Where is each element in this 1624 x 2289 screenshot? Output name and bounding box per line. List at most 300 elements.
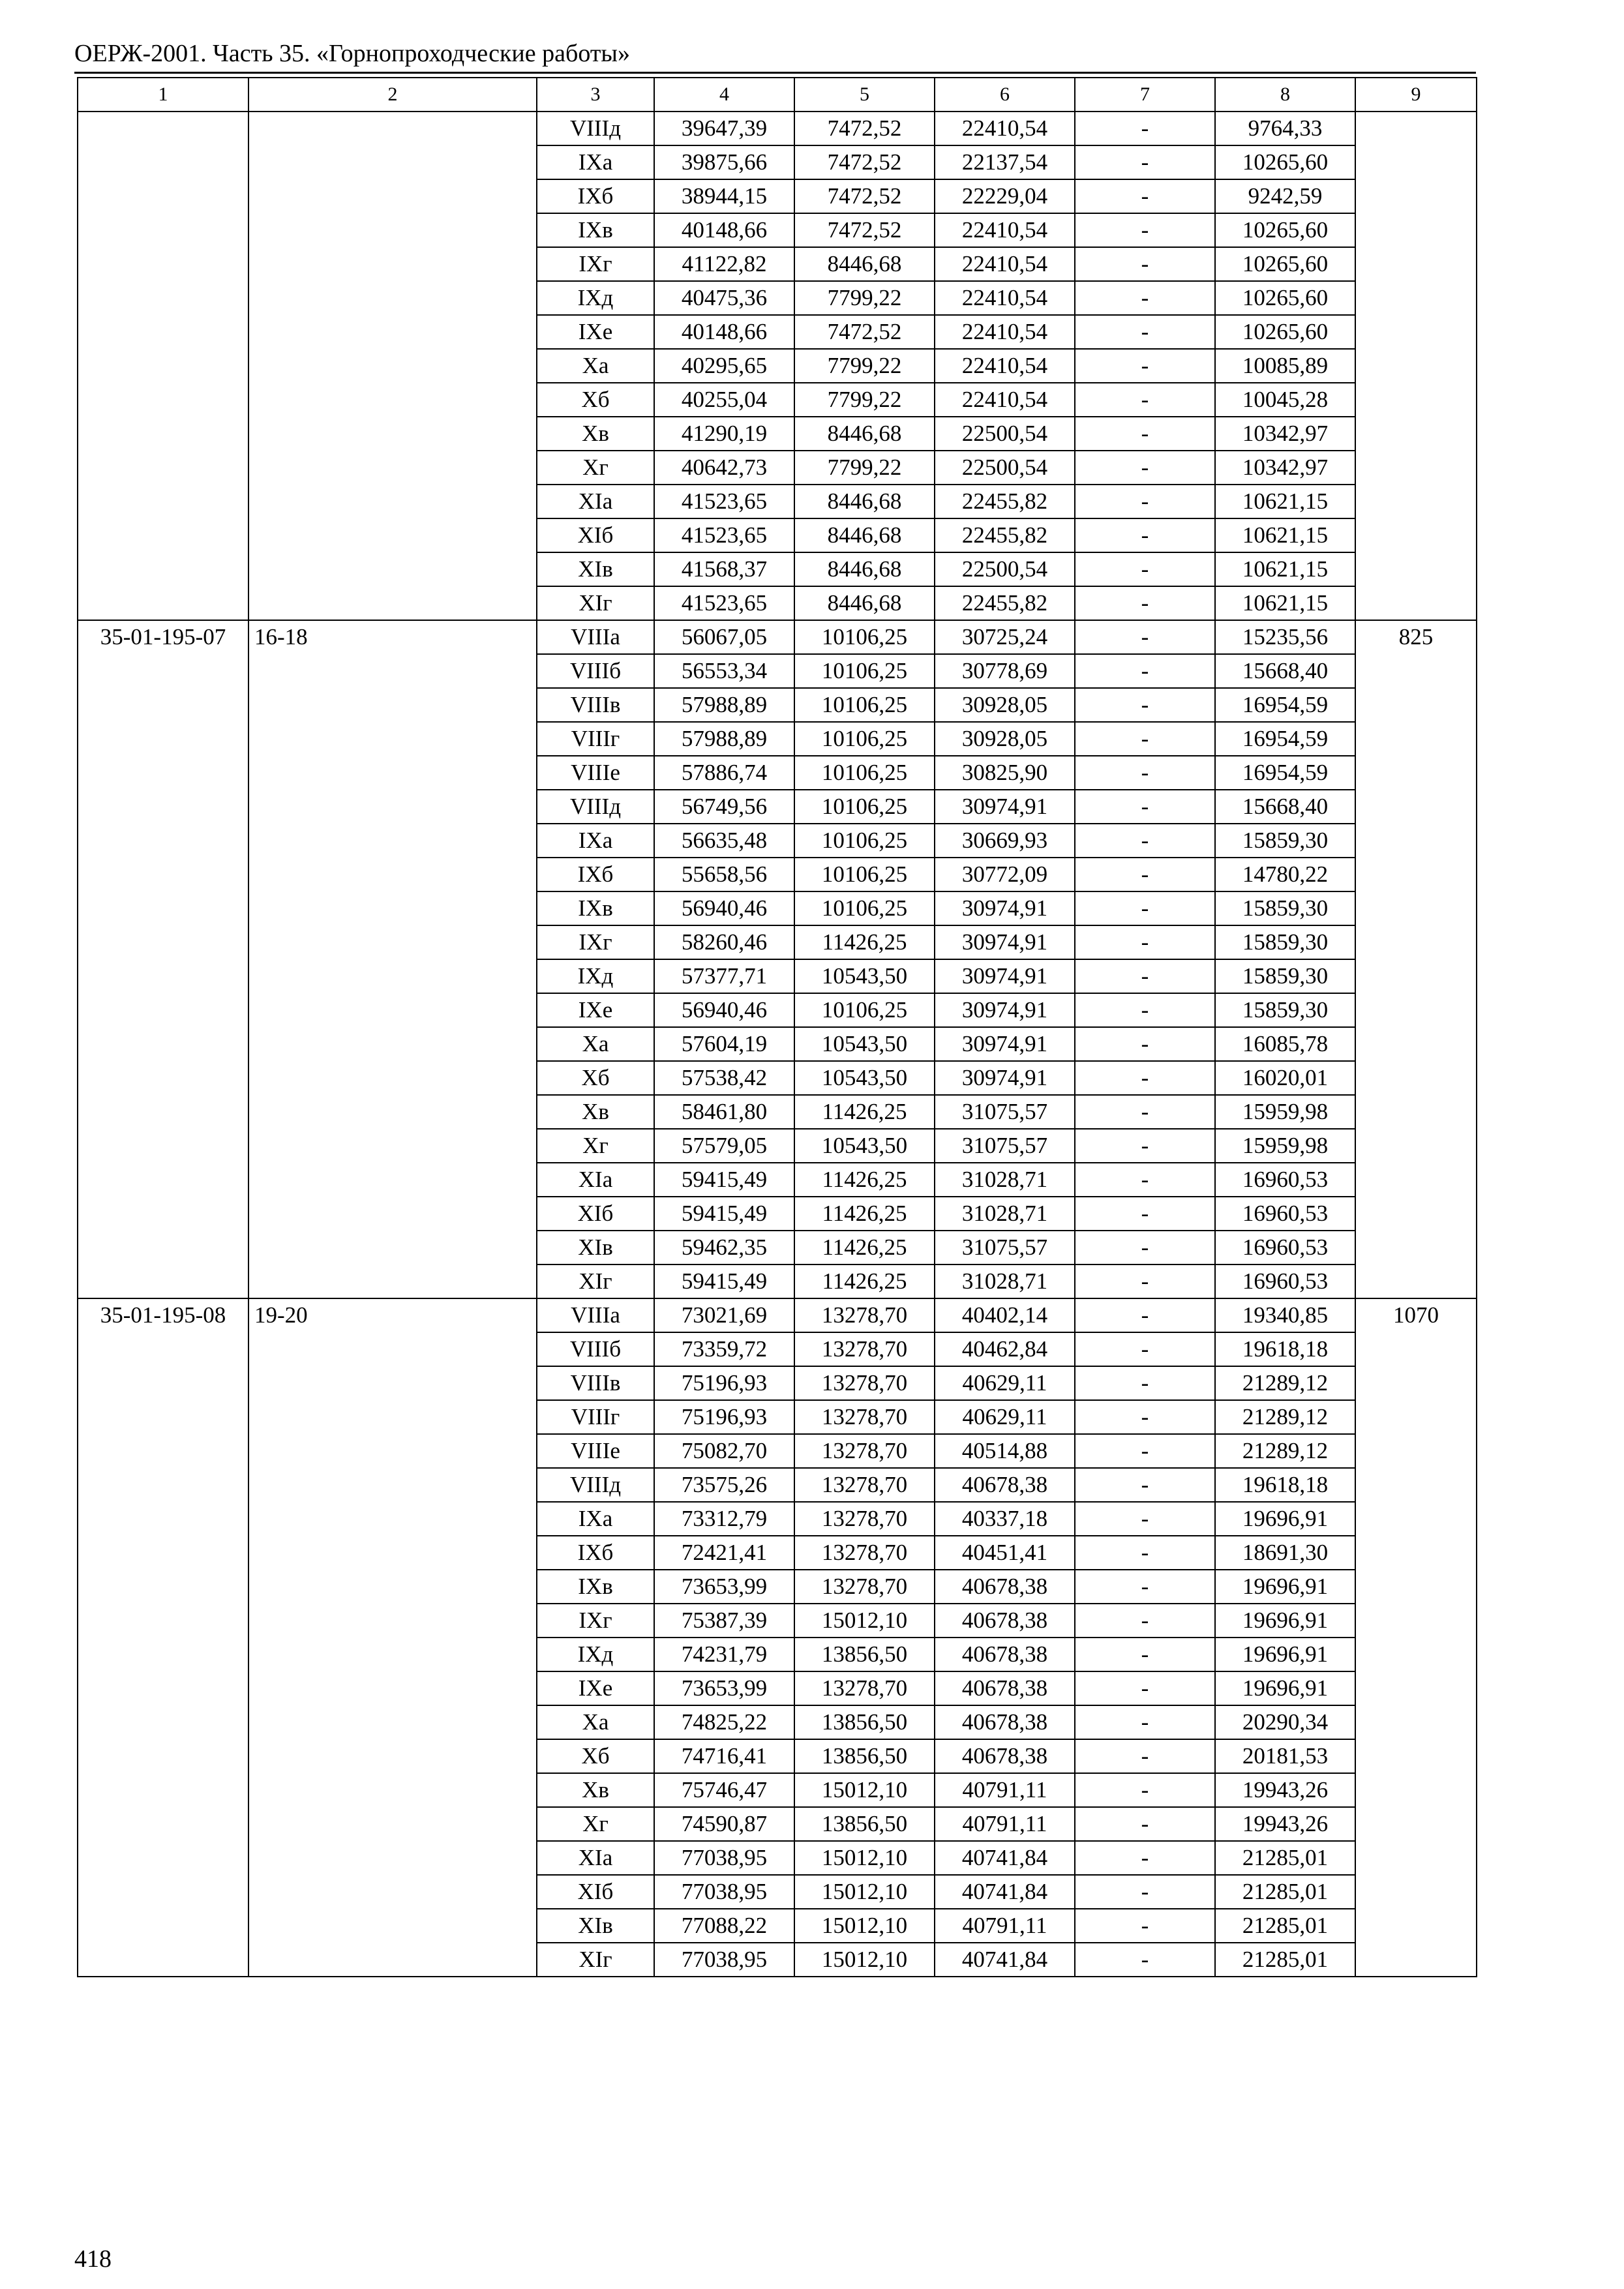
category-cell: XIг [537, 1943, 654, 1977]
wages-cell: 8446,68 [794, 417, 935, 451]
total-cost-cell: 58260,46 [654, 925, 794, 959]
wages-cell: 10106,25 [794, 756, 935, 790]
category-cell: Xб [537, 383, 654, 417]
wages-cell: 11426,25 [794, 1163, 935, 1197]
machines-cell: 40791,11 [935, 1807, 1075, 1841]
materials-cell: 19943,26 [1215, 1773, 1355, 1807]
category-cell: XIб [537, 1197, 654, 1231]
materials-cell: 21285,01 [1215, 1841, 1355, 1875]
total-cost-cell: 75746,47 [654, 1773, 794, 1807]
category-cell: XIа [537, 1163, 654, 1197]
machines-cell: 40337,18 [935, 1502, 1075, 1536]
wages-cell: 10106,25 [794, 993, 935, 1027]
category-cell: IXд [537, 959, 654, 993]
materials-cell: 14780,22 [1215, 858, 1355, 891]
category-cell: XIв [537, 1231, 654, 1264]
category-cell: Xг [537, 451, 654, 485]
machines-cell: 40678,38 [935, 1604, 1075, 1638]
total-cost-cell: 41290,19 [654, 417, 794, 451]
column-number: 5 [794, 78, 935, 112]
driver-wages-cell: - [1075, 891, 1215, 925]
volume-cell [1355, 112, 1477, 620]
driver-wages-cell: - [1075, 315, 1215, 349]
materials-cell: 19696,91 [1215, 1502, 1355, 1536]
total-cost-cell: 75196,93 [654, 1366, 794, 1400]
machines-cell: 40629,11 [935, 1366, 1075, 1400]
total-cost-cell: 59415,49 [654, 1264, 794, 1298]
total-cost-cell: 57604,19 [654, 1027, 794, 1061]
wages-cell: 10106,25 [794, 722, 935, 756]
driver-wages-cell: - [1075, 1773, 1215, 1807]
materials-cell: 21285,01 [1215, 1875, 1355, 1909]
materials-cell: 21289,12 [1215, 1366, 1355, 1400]
wages-cell: 7472,52 [794, 179, 935, 213]
category-cell: VIIIа [537, 620, 654, 654]
total-cost-cell: 75196,93 [654, 1400, 794, 1434]
total-cost-cell: 40148,66 [654, 213, 794, 247]
norm-code-cell: 35-01-195-07 [78, 620, 248, 1298]
materials-cell: 10265,60 [1215, 145, 1355, 179]
machines-cell: 30974,91 [935, 959, 1075, 993]
category-cell: IXе [537, 1671, 654, 1705]
wages-cell: 10543,50 [794, 1027, 935, 1061]
category-cell: Xа [537, 349, 654, 383]
total-cost-cell: 75387,39 [654, 1604, 794, 1638]
document-header: ОЕРЖ-2001. Часть 35. «Горнопроходческие работы» [74, 40, 630, 67]
wages-cell: 10543,50 [794, 959, 935, 993]
driver-wages-cell: - [1075, 1129, 1215, 1163]
category-cell: IXа [537, 1502, 654, 1536]
total-cost-cell: 56635,48 [654, 824, 794, 858]
materials-cell: 10045,28 [1215, 383, 1355, 417]
wages-cell: 13278,70 [794, 1502, 935, 1536]
driver-wages-cell: - [1075, 654, 1215, 688]
driver-wages-cell: - [1075, 1400, 1215, 1434]
wages-cell: 10106,25 [794, 654, 935, 688]
machines-cell: 30974,91 [935, 790, 1075, 824]
wages-cell: 8446,68 [794, 552, 935, 586]
category-cell: XIв [537, 1909, 654, 1943]
machines-cell: 40678,38 [935, 1671, 1075, 1705]
machines-cell: 22410,54 [935, 247, 1075, 281]
total-cost-cell: 72421,41 [654, 1536, 794, 1570]
materials-cell: 21285,01 [1215, 1943, 1355, 1977]
category-cell: IXд [537, 1638, 654, 1671]
total-cost-cell: 77038,95 [654, 1875, 794, 1909]
materials-cell: 20290,34 [1215, 1705, 1355, 1739]
total-cost-cell: 73359,72 [654, 1332, 794, 1366]
wages-cell: 15012,10 [794, 1875, 935, 1909]
category-cell: Xб [537, 1739, 654, 1773]
category-cell: XIв [537, 552, 654, 586]
wages-cell: 8446,68 [794, 586, 935, 620]
wages-cell: 10106,25 [794, 620, 935, 654]
category-cell: Xв [537, 417, 654, 451]
total-cost-cell: 73575,26 [654, 1468, 794, 1502]
driver-wages-cell: - [1075, 1027, 1215, 1061]
materials-cell: 15859,30 [1215, 925, 1355, 959]
total-cost-cell: 77038,95 [654, 1943, 794, 1977]
machines-cell: 40678,38 [935, 1705, 1075, 1739]
total-cost-cell: 73653,99 [654, 1671, 794, 1705]
machines-cell: 30928,05 [935, 688, 1075, 722]
wages-cell: 7799,22 [794, 383, 935, 417]
materials-cell: 19943,26 [1215, 1807, 1355, 1841]
total-cost-cell: 40642,73 [654, 451, 794, 485]
column-number: 3 [537, 78, 654, 112]
machines-cell: 40741,84 [935, 1943, 1075, 1977]
table-row [78, 620, 1477, 654]
driver-wages-cell: - [1075, 858, 1215, 891]
materials-cell: 18691,30 [1215, 1536, 1355, 1570]
materials-cell: 10621,15 [1215, 485, 1355, 518]
machines-cell: 40741,84 [935, 1875, 1075, 1909]
category-cell: VIIIд [537, 112, 654, 145]
driver-wages-cell: - [1075, 1468, 1215, 1502]
category-cell: IXб [537, 1536, 654, 1570]
total-cost-cell: 39875,66 [654, 145, 794, 179]
total-cost-cell: 73021,69 [654, 1298, 794, 1332]
volume-cell: 1070 [1355, 1298, 1477, 1977]
total-cost-cell: 41523,65 [654, 485, 794, 518]
category-cell: Xа [537, 1705, 654, 1739]
wages-cell: 8446,68 [794, 247, 935, 281]
category-cell: IXб [537, 858, 654, 891]
machines-cell: 22500,54 [935, 552, 1075, 586]
machines-cell: 22410,54 [935, 281, 1075, 315]
materials-cell: 10265,60 [1215, 247, 1355, 281]
materials-cell: 10621,15 [1215, 586, 1355, 620]
category-cell: IXе [537, 993, 654, 1027]
wages-cell: 13278,70 [794, 1400, 935, 1434]
machines-cell: 22229,04 [935, 179, 1075, 213]
driver-wages-cell: - [1075, 1434, 1215, 1468]
machines-cell: 30974,91 [935, 925, 1075, 959]
norm-code-cell [78, 112, 248, 620]
materials-cell: 16960,53 [1215, 1231, 1355, 1264]
materials-cell: 19696,91 [1215, 1638, 1355, 1671]
wages-cell: 8446,68 [794, 485, 935, 518]
driver-wages-cell: - [1075, 1298, 1215, 1332]
total-cost-cell: 73653,99 [654, 1570, 794, 1604]
total-cost-cell: 59415,49 [654, 1163, 794, 1197]
wages-cell: 11426,25 [794, 1231, 935, 1264]
driver-wages-cell: - [1075, 756, 1215, 790]
materials-cell: 16960,53 [1215, 1163, 1355, 1197]
category-cell: VIIIд [537, 1468, 654, 1502]
machines-cell: 30974,91 [935, 1061, 1075, 1095]
total-cost-cell: 56940,46 [654, 891, 794, 925]
column-number: 2 [248, 78, 537, 112]
driver-wages-cell: - [1075, 1671, 1215, 1705]
machines-cell: 40629,11 [935, 1400, 1075, 1434]
materials-cell: 10265,60 [1215, 281, 1355, 315]
category-cell: IXа [537, 824, 654, 858]
materials-cell: 9242,59 [1215, 179, 1355, 213]
driver-wages-cell: - [1075, 1366, 1215, 1400]
machines-cell: 40678,38 [935, 1570, 1075, 1604]
wages-cell: 13278,70 [794, 1434, 935, 1468]
driver-wages-cell: - [1075, 1739, 1215, 1773]
category-cell: IXв [537, 891, 654, 925]
materials-cell: 19618,18 [1215, 1332, 1355, 1366]
category-cell: XIа [537, 1841, 654, 1875]
machines-cell: 40514,88 [935, 1434, 1075, 1468]
category-cell: IXг [537, 247, 654, 281]
driver-wages-cell: - [1075, 1264, 1215, 1298]
materials-cell: 19696,91 [1215, 1671, 1355, 1705]
machines-cell: 31028,71 [935, 1197, 1075, 1231]
total-cost-cell: 57377,71 [654, 959, 794, 993]
total-cost-cell: 58461,80 [654, 1095, 794, 1129]
total-cost-cell: 40295,65 [654, 349, 794, 383]
materials-cell: 16954,59 [1215, 756, 1355, 790]
machines-cell: 22410,54 [935, 383, 1075, 417]
norm-group-cell [248, 112, 537, 620]
category-cell: IXв [537, 1570, 654, 1604]
driver-wages-cell: - [1075, 179, 1215, 213]
header-rule [74, 72, 1476, 74]
wages-cell: 13278,70 [794, 1366, 935, 1400]
machines-cell: 30974,91 [935, 993, 1075, 1027]
driver-wages-cell: - [1075, 1332, 1215, 1366]
materials-cell: 20181,53 [1215, 1739, 1355, 1773]
driver-wages-cell: - [1075, 485, 1215, 518]
wages-cell: 15012,10 [794, 1773, 935, 1807]
wages-cell: 10106,25 [794, 891, 935, 925]
total-cost-cell: 56940,46 [654, 993, 794, 1027]
driver-wages-cell: - [1075, 1909, 1215, 1943]
driver-wages-cell: - [1075, 586, 1215, 620]
volume-cell: 825 [1355, 620, 1477, 1298]
total-cost-cell: 59462,35 [654, 1231, 794, 1264]
materials-cell: 21289,12 [1215, 1400, 1355, 1434]
driver-wages-cell: - [1075, 1943, 1215, 1977]
total-cost-cell: 38944,15 [654, 179, 794, 213]
machines-cell: 40678,38 [935, 1468, 1075, 1502]
wages-cell: 7472,52 [794, 112, 935, 145]
driver-wages-cell: - [1075, 383, 1215, 417]
machines-cell: 22410,54 [935, 315, 1075, 349]
machines-cell: 40791,11 [935, 1909, 1075, 1943]
wages-cell: 7799,22 [794, 451, 935, 485]
category-cell: Xа [537, 1027, 654, 1061]
category-cell: IXд [537, 281, 654, 315]
wages-cell: 13278,70 [794, 1298, 935, 1332]
driver-wages-cell: - [1075, 112, 1215, 145]
column-number: 8 [1215, 78, 1355, 112]
materials-cell: 19340,85 [1215, 1298, 1355, 1332]
driver-wages-cell: - [1075, 1163, 1215, 1197]
driver-wages-cell: - [1075, 1807, 1215, 1841]
column-number: 9 [1355, 78, 1477, 112]
category-cell: IXа [537, 145, 654, 179]
machines-cell: 30928,05 [935, 722, 1075, 756]
wages-cell: 10106,25 [794, 858, 935, 891]
driver-wages-cell: - [1075, 552, 1215, 586]
category-cell: IXб [537, 179, 654, 213]
wages-cell: 10106,25 [794, 824, 935, 858]
materials-cell: 10342,97 [1215, 417, 1355, 451]
category-cell: IXв [537, 213, 654, 247]
materials-cell: 10265,60 [1215, 213, 1355, 247]
machines-cell: 40402,14 [935, 1298, 1075, 1332]
materials-cell: 21285,01 [1215, 1909, 1355, 1943]
materials-cell: 16020,01 [1215, 1061, 1355, 1095]
wages-cell: 13856,50 [794, 1638, 935, 1671]
machines-cell: 22410,54 [935, 213, 1075, 247]
driver-wages-cell: - [1075, 1604, 1215, 1638]
total-cost-cell: 40148,66 [654, 315, 794, 349]
materials-cell: 15668,40 [1215, 654, 1355, 688]
category-cell: XIг [537, 586, 654, 620]
wages-cell: 15012,10 [794, 1909, 935, 1943]
driver-wages-cell: - [1075, 1875, 1215, 1909]
driver-wages-cell: - [1075, 925, 1215, 959]
total-cost-cell: 41523,65 [654, 518, 794, 552]
driver-wages-cell: - [1075, 213, 1215, 247]
driver-wages-cell: - [1075, 1502, 1215, 1536]
materials-cell: 19696,91 [1215, 1604, 1355, 1638]
machines-cell: 30825,90 [935, 756, 1075, 790]
norm-code-cell: 35-01-195-08 [78, 1298, 248, 1977]
wages-cell: 7472,52 [794, 213, 935, 247]
machines-cell: 31075,57 [935, 1095, 1075, 1129]
category-cell: XIа [537, 485, 654, 518]
machines-cell: 22455,82 [935, 485, 1075, 518]
wages-cell: 10543,50 [794, 1061, 935, 1095]
machines-cell: 30772,09 [935, 858, 1075, 891]
wages-cell: 11426,25 [794, 925, 935, 959]
materials-cell: 15959,98 [1215, 1095, 1355, 1129]
driver-wages-cell: - [1075, 1231, 1215, 1264]
wages-cell: 13856,50 [794, 1705, 935, 1739]
driver-wages-cell: - [1075, 518, 1215, 552]
total-cost-cell: 74590,87 [654, 1807, 794, 1841]
machines-cell: 30669,93 [935, 824, 1075, 858]
total-cost-cell: 57988,89 [654, 688, 794, 722]
column-number: 4 [654, 78, 794, 112]
total-cost-cell: 56749,56 [654, 790, 794, 824]
materials-cell: 10085,89 [1215, 349, 1355, 383]
wages-cell: 15012,10 [794, 1841, 935, 1875]
category-cell: Xг [537, 1129, 654, 1163]
wages-cell: 13278,70 [794, 1332, 935, 1366]
driver-wages-cell: - [1075, 1095, 1215, 1129]
driver-wages-cell: - [1075, 1638, 1215, 1671]
machines-cell: 22455,82 [935, 518, 1075, 552]
machines-cell: 40791,11 [935, 1773, 1075, 1807]
category-cell: VIIIе [537, 756, 654, 790]
materials-cell: 10342,97 [1215, 451, 1355, 485]
driver-wages-cell: - [1075, 959, 1215, 993]
machines-cell: 31075,57 [935, 1129, 1075, 1163]
column-number: 6 [935, 78, 1075, 112]
materials-cell: 21289,12 [1215, 1434, 1355, 1468]
driver-wages-cell: - [1075, 824, 1215, 858]
driver-wages-cell: - [1075, 620, 1215, 654]
driver-wages-cell: - [1075, 349, 1215, 383]
wages-cell: 11426,25 [794, 1197, 935, 1231]
category-cell: VIIIг [537, 722, 654, 756]
machines-cell: 40462,84 [935, 1332, 1075, 1366]
materials-cell: 10265,60 [1215, 315, 1355, 349]
machines-cell: 22410,54 [935, 112, 1075, 145]
machines-cell: 22410,54 [935, 349, 1075, 383]
total-cost-cell: 56067,05 [654, 620, 794, 654]
driver-wages-cell: - [1075, 1570, 1215, 1604]
category-cell: Xб [537, 1061, 654, 1095]
total-cost-cell: 73312,79 [654, 1502, 794, 1536]
materials-cell: 15859,30 [1215, 959, 1355, 993]
materials-cell: 16954,59 [1215, 722, 1355, 756]
wages-cell: 10106,25 [794, 688, 935, 722]
wages-cell: 7472,52 [794, 145, 935, 179]
materials-cell: 10621,15 [1215, 518, 1355, 552]
category-cell: VIIIг [537, 1400, 654, 1434]
driver-wages-cell: - [1075, 1841, 1215, 1875]
category-cell: IXг [537, 1604, 654, 1638]
machines-cell: 31075,57 [935, 1231, 1075, 1264]
category-cell: Xг [537, 1807, 654, 1841]
materials-cell: 16085,78 [1215, 1027, 1355, 1061]
materials-cell: 15859,30 [1215, 993, 1355, 1027]
machines-cell: 40741,84 [935, 1841, 1075, 1875]
wages-cell: 13278,70 [794, 1468, 935, 1502]
page-number: 418 [74, 2245, 112, 2273]
materials-cell: 15859,30 [1215, 891, 1355, 925]
wages-cell: 10106,25 [794, 790, 935, 824]
wages-cell: 13278,70 [794, 1570, 935, 1604]
category-cell: VIIIе [537, 1434, 654, 1468]
wages-cell: 13856,50 [794, 1739, 935, 1773]
wages-cell: 7472,52 [794, 315, 935, 349]
column-number-row [78, 78, 1477, 112]
wages-cell: 15012,10 [794, 1604, 935, 1638]
total-cost-cell: 74231,79 [654, 1638, 794, 1671]
machines-cell: 31028,71 [935, 1264, 1075, 1298]
total-cost-cell: 57538,42 [654, 1061, 794, 1095]
machines-cell: 22455,82 [935, 586, 1075, 620]
total-cost-cell: 77088,22 [654, 1909, 794, 1943]
materials-cell: 15859,30 [1215, 824, 1355, 858]
materials-cell: 15668,40 [1215, 790, 1355, 824]
column-number: 1 [78, 78, 248, 112]
category-cell: XIб [537, 1875, 654, 1909]
machines-cell: 30725,24 [935, 620, 1075, 654]
wages-cell: 11426,25 [794, 1095, 935, 1129]
total-cost-cell: 59415,49 [654, 1197, 794, 1231]
machines-cell: 31028,71 [935, 1163, 1075, 1197]
category-cell: IXг [537, 925, 654, 959]
machines-cell: 30778,69 [935, 654, 1075, 688]
total-cost-cell: 57988,89 [654, 722, 794, 756]
wages-cell: 13278,70 [794, 1671, 935, 1705]
materials-cell: 9764,33 [1215, 112, 1355, 145]
table-row [78, 1298, 1477, 1332]
materials-cell: 16954,59 [1215, 688, 1355, 722]
category-cell: Xв [537, 1773, 654, 1807]
total-cost-cell: 75082,70 [654, 1434, 794, 1468]
driver-wages-cell: - [1075, 247, 1215, 281]
driver-wages-cell: - [1075, 417, 1215, 451]
column-number: 7 [1075, 78, 1215, 112]
driver-wages-cell: - [1075, 1536, 1215, 1570]
total-cost-cell: 41523,65 [654, 586, 794, 620]
total-cost-cell: 74825,22 [654, 1705, 794, 1739]
price-table [77, 77, 1477, 1977]
driver-wages-cell: - [1075, 1061, 1215, 1095]
